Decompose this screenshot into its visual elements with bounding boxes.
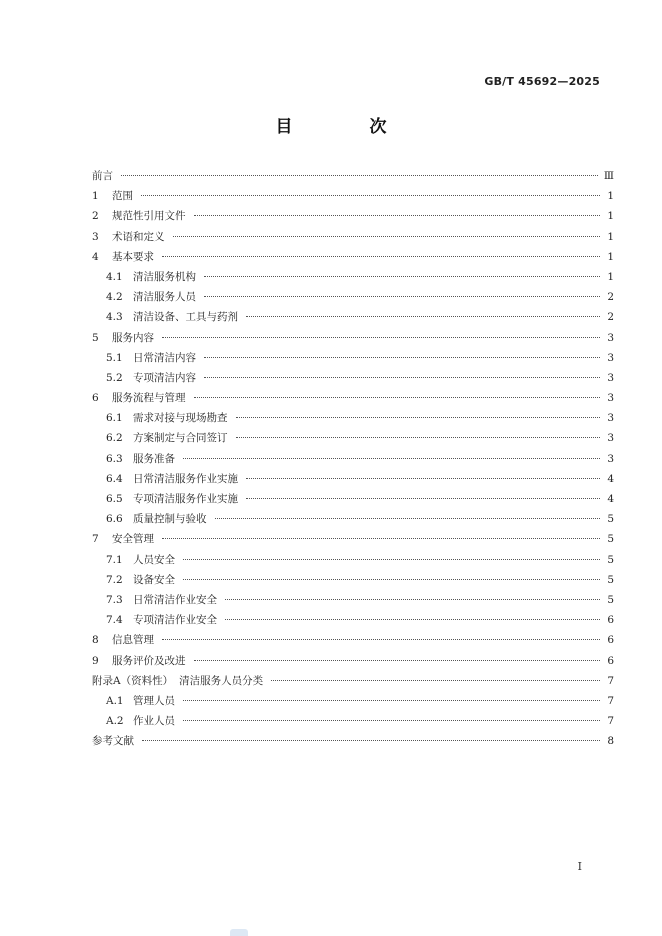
toc-entry-label: 前言 (92, 170, 113, 182)
toc-entry[interactable] (92, 653, 614, 673)
toc-entry-number: 6.6 (106, 513, 123, 526)
toc-entry-number: 5.2 (106, 371, 123, 384)
dot-leader (183, 558, 600, 560)
toc-entry-label: 需求对接与现场勘查 (133, 412, 228, 425)
toc-entry-label: 清洁服务机构 (133, 270, 196, 283)
toc-entry-number: 7 (92, 533, 99, 546)
dot-leader (162, 638, 600, 640)
toc-entry-page: 2 (607, 311, 614, 324)
toc-entry-label: 质量控制与验收 (133, 513, 207, 526)
toc-entry-page: 5 (607, 573, 614, 586)
toc-entry-page: 5 (607, 553, 614, 566)
toc-entry-number: 附录A（资料性） (92, 674, 174, 687)
toc-entry-number: 5.1 (106, 351, 123, 364)
dot-leader (246, 497, 600, 499)
toc-entry-page: 6 (607, 634, 614, 647)
toc-entry[interactable] (92, 168, 614, 188)
toc-entry-page: 3 (607, 452, 614, 465)
toc-entry-page: 5 (607, 533, 614, 546)
toc-entry-page: 5 (607, 593, 614, 606)
dot-leader (121, 174, 598, 176)
dot-leader (162, 537, 600, 539)
toc-entry-number: 7.2 (106, 573, 123, 586)
toc-entry-label: 服务内容 (112, 331, 154, 344)
toc-entry-number: 2 (92, 210, 99, 223)
toc-entry[interactable] (92, 713, 614, 733)
dot-leader (194, 396, 601, 398)
toc-entry[interactable] (92, 309, 614, 329)
toc-entry-page: 8 (607, 735, 614, 748)
toc-entry[interactable] (92, 430, 614, 450)
toc-entry-label: 参考文献 (92, 735, 134, 748)
toc-entry-label: 基本要求 (112, 250, 154, 263)
toc-entry-label: 术语和定义 (112, 230, 165, 243)
toc-entry-number: 1 (92, 190, 99, 203)
toc-entry-number: 6.2 (106, 432, 123, 445)
dot-leader (225, 618, 600, 620)
toc-entry-page: Ⅲ (603, 170, 614, 182)
toc-entry[interactable] (92, 188, 614, 208)
dot-leader (204, 275, 600, 277)
toc-entry-page: 7 (607, 694, 614, 707)
toc-entry-page: 3 (607, 392, 614, 405)
toc-entry[interactable] (92, 693, 614, 713)
toc-entry[interactable] (92, 552, 614, 572)
toc-entry-page: 5 (607, 513, 614, 526)
toc-entry-page: 7 (607, 674, 614, 687)
toc-entry-label: 日常清洁作业安全 (133, 593, 217, 606)
toc-entry-label: 日常清洁内容 (133, 351, 196, 364)
dot-leader (236, 436, 601, 438)
dot-leader (204, 376, 600, 378)
toc-entry-label: 专项清洁内容 (133, 371, 196, 384)
dot-leader (183, 578, 600, 580)
toc-entry-number: 7.4 (106, 614, 123, 627)
toc-entry[interactable] (92, 289, 614, 309)
toc-entry-number: 4 (92, 250, 99, 263)
page-number: Ⅰ (577, 860, 582, 873)
toc-entry-label: 作业人员 (133, 715, 175, 728)
toc-entry-number: A.1 (106, 694, 124, 707)
toc-entry-label: 清洁服务人员分类 (179, 674, 264, 687)
standard-number: GB/T 45692—2025 (484, 75, 600, 88)
toc-entry-label: 规范性引用文件 (112, 210, 186, 223)
toc-entry-page: 1 (607, 210, 614, 223)
toc-entry-page: 4 (607, 493, 614, 505)
toc-entry[interactable] (92, 471, 614, 491)
toc-entry-label: 专项清洁作业安全 (133, 614, 217, 627)
toc-entry-label: 服务流程与管理 (112, 392, 186, 405)
dot-leader (183, 719, 600, 721)
toc-entry[interactable] (92, 269, 614, 289)
toc-entry-number: 7.3 (106, 593, 123, 606)
toc-entry-label: 清洁服务人员 (133, 291, 196, 304)
toc-entry-page: 3 (607, 371, 614, 384)
toc-entry-page: 1 (607, 270, 614, 283)
dot-leader (142, 739, 600, 741)
toc-entry-label: 范围 (112, 190, 133, 203)
dot-leader (246, 315, 600, 317)
toc-entry-number: 6.1 (106, 412, 123, 425)
toc-entry-number: 6.4 (106, 472, 123, 485)
toc-entry-number: 3 (92, 230, 99, 243)
toc-entry-label: 服务准备 (133, 452, 175, 465)
toc-entry-label: 服务评价及改进 (112, 654, 186, 667)
scan-artifact (230, 929, 248, 936)
toc-entry[interactable] (92, 390, 614, 410)
dot-leader (173, 235, 601, 237)
dot-leader (204, 295, 600, 297)
toc-entry[interactable] (92, 612, 614, 632)
toc-entry-page: 7 (607, 715, 614, 728)
toc-entry-number: A.2 (106, 715, 124, 728)
toc-entry-label: 人员安全 (133, 553, 175, 566)
toc-entry-label: 方案制定与合同签订 (133, 432, 228, 445)
toc-entry-page: 1 (607, 250, 614, 263)
table-of-contents (92, 168, 614, 753)
toc-entry[interactable] (92, 330, 614, 350)
toc-entry-page: 3 (607, 412, 614, 425)
toc-entry[interactable] (92, 208, 614, 228)
toc-entry-number: 5 (92, 331, 99, 344)
toc-entry-number: 6.5 (106, 493, 123, 505)
toc-entry[interactable] (92, 229, 614, 249)
dot-leader (225, 598, 600, 600)
dot-leader (215, 517, 601, 519)
toc-entry-page: 6 (607, 614, 614, 627)
dot-leader (194, 659, 601, 661)
toc-entry[interactable] (92, 733, 614, 753)
toc-entry[interactable] (92, 632, 614, 652)
dot-leader (236, 416, 601, 418)
dot-leader (141, 194, 600, 196)
toc-entry-label: 信息管理 (112, 634, 154, 647)
toc-entry-page: 3 (607, 331, 614, 344)
toc-entry[interactable] (92, 249, 614, 269)
toc-entry-label: 管理人员 (133, 694, 175, 707)
dot-leader (246, 477, 600, 479)
toc-entry-number: 7.1 (106, 553, 123, 566)
toc-entry-number: 6.3 (106, 452, 123, 465)
toc-entry-number: 4.2 (106, 291, 123, 304)
toc-entry[interactable] (92, 572, 614, 592)
dot-leader (194, 214, 601, 216)
toc-entry-label: 清洁设备、工具与药剂 (133, 311, 238, 324)
dot-leader (162, 255, 600, 257)
toc-entry[interactable] (92, 410, 614, 430)
toc-entry[interactable] (92, 673, 614, 693)
toc-entry-number: 4.1 (106, 270, 123, 283)
toc-entry[interactable] (92, 370, 614, 390)
toc-entry-number: 8 (92, 634, 99, 647)
toc-entry-label: 日常清洁服务作业实施 (133, 472, 238, 485)
toc-entry-number: 4.3 (106, 311, 123, 324)
dot-leader (183, 699, 600, 701)
toc-entry-page: 3 (607, 432, 614, 445)
toc-entry-page: 3 (607, 351, 614, 364)
dot-leader (183, 457, 600, 459)
toc-entry[interactable] (92, 592, 614, 612)
toc-entry[interactable] (92, 511, 614, 531)
toc-entry-page: 2 (607, 291, 614, 304)
toc-entry-page: 6 (607, 654, 614, 667)
dot-leader (204, 356, 600, 358)
dot-leader (162, 336, 600, 338)
toc-entry[interactable] (92, 350, 614, 370)
toc-entry[interactable] (92, 531, 614, 551)
toc-entry-label: 设备安全 (133, 573, 175, 586)
toc-entry-page: 1 (607, 190, 614, 203)
toc-entry-number: 6 (92, 392, 99, 405)
toc-entry[interactable] (92, 451, 614, 471)
dot-leader (271, 679, 600, 681)
toc-entry-label: 专项清洁服务作业实施 (133, 493, 238, 505)
toc-entry-number: 9 (92, 654, 99, 667)
toc-title: 目 次 (275, 117, 417, 137)
toc-entry[interactable] (92, 491, 614, 511)
toc-entry-page: 4 (607, 472, 614, 485)
toc-entry-label: 安全管理 (112, 533, 154, 546)
toc-entry-page: 1 (607, 230, 614, 243)
